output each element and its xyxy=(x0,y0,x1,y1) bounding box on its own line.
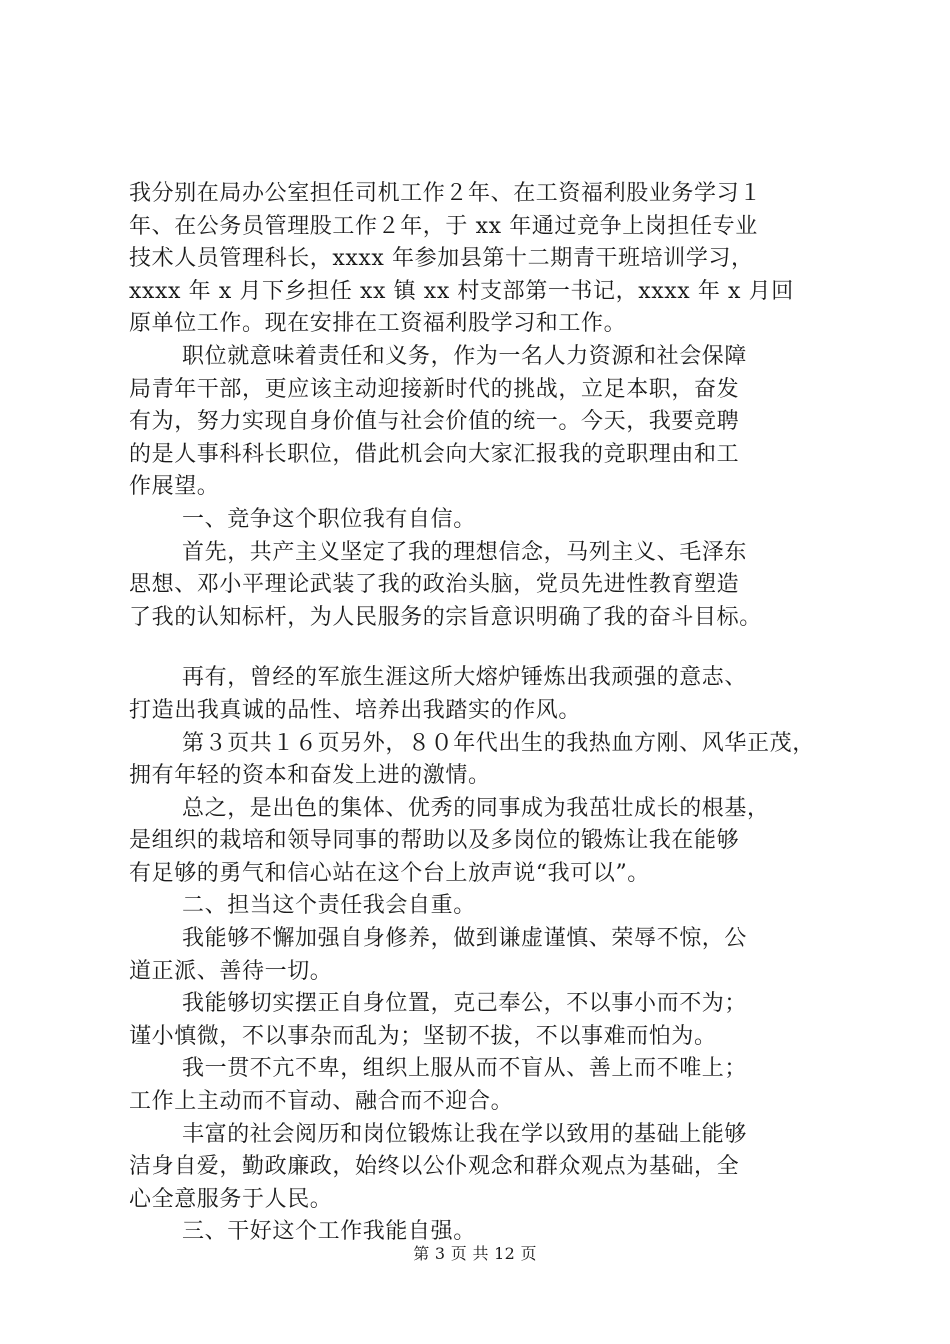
text-line: 洁身自爱，勤政廉政，始终以公仆观念和群众观点为基础，全 xyxy=(129,1154,740,1180)
section-heading: 三、干好这个工作我能自强。 xyxy=(182,1219,476,1245)
text-line: 第３页共１６页另外，８０年代出生的我热血方刚、风华正茂， xyxy=(182,730,815,756)
text-line: 我一贯不亢不卑，组织上服从而不盲从、善上而不唯上； xyxy=(182,1056,748,1082)
text-line: xxxx 年 x 月下乡担任 xx 镇 xx 村支部第一书记，xxxx 年 x 月回 xyxy=(129,278,794,304)
paragraph-gap xyxy=(129,634,834,662)
page-number-footer: 第 3 页 共 12 页 xyxy=(413,1244,537,1263)
text-line: 是组织的栽培和领导同事的帮助以及多岗位的锻炼让我在能够 xyxy=(129,828,740,854)
text-line: 打造出我真诚的品性、培养出我踏实的作风。 xyxy=(129,697,582,723)
text-line: 拥有年轻的资本和奋发上进的激情。 xyxy=(129,763,491,789)
document-body xyxy=(129,178,834,1249)
text-line: 心全意服务于人民。 xyxy=(129,1186,333,1212)
text-line: 工作上主动而不盲动、融合而不迎合。 xyxy=(129,1089,514,1115)
text-line: 有足够的勇气和信心站在这个台上放声说“我可以”。 xyxy=(129,860,650,886)
text-line: 首先，共产主义坚定了我的理想信念，马列主义、毛泽东 xyxy=(182,539,748,565)
text-line: 职位就意味着责任和义务，作为一名人力资源和社会保障 xyxy=(182,343,748,369)
section-heading: 二、担当这个责任我会自重。 xyxy=(182,893,476,919)
text-line: 有为，努力实现自身价值与社会价值的统一。今天，我要竞聘 xyxy=(129,409,740,435)
text-line: 的是人事科科长职位，借此机会向大家汇报我的竞职理由和工 xyxy=(129,441,740,467)
text-line: 丰富的社会阅历和岗位锻炼让我在学以致用的基础上能够 xyxy=(182,1121,748,1147)
text-line: 局青年干部，更应该主动迎接新时代的挑战，立足本职，奋发 xyxy=(129,376,740,402)
text-line: 了我的认知标杆，为人民服务的宗旨意识明确了我的奋斗目标。 xyxy=(129,604,762,630)
text-line: 作展望。 xyxy=(129,474,220,500)
text-line: 技术人员管理科长，xxxx 年参加县第十二期青干班培训学习， xyxy=(129,246,754,272)
text-line: 再有，曾经的军旅生涯这所大熔炉锤炼出我顽强的意志、 xyxy=(182,665,748,691)
text-line: 道正派、善待一切。 xyxy=(129,958,333,984)
text-line: 我能够不懈加强自身修养，做到谦虚谨慎、荣辱不惊，公 xyxy=(182,926,748,952)
text-line: 我能够切实摆正自身位置，克己奉公，不以事小而不为； xyxy=(182,991,748,1017)
text-line: 总之，是出色的集体、优秀的同事成为我茁壮成长的根基， xyxy=(182,795,770,821)
text-line: 原单位工作。现在安排在工资福利股学习和工作。 xyxy=(129,311,627,337)
text-line: 我分别在局办公室担任司机工作２年、在工资福利股业务学习１ xyxy=(129,181,762,206)
section-heading: 一、竞争这个职位我有自信。 xyxy=(182,506,476,532)
text-line: 谨小慎微，不以事杂而乱为；坚韧不拔，不以事难而怕为。 xyxy=(129,1023,717,1049)
text-line: 年、在公务员管理股工作２年，于 xx 年通过竞争上岗担任专业 xyxy=(129,213,758,239)
text-line: 思想、邓小平理论武装了我的政治头脑，党员先进性教育塑造 xyxy=(129,572,740,598)
